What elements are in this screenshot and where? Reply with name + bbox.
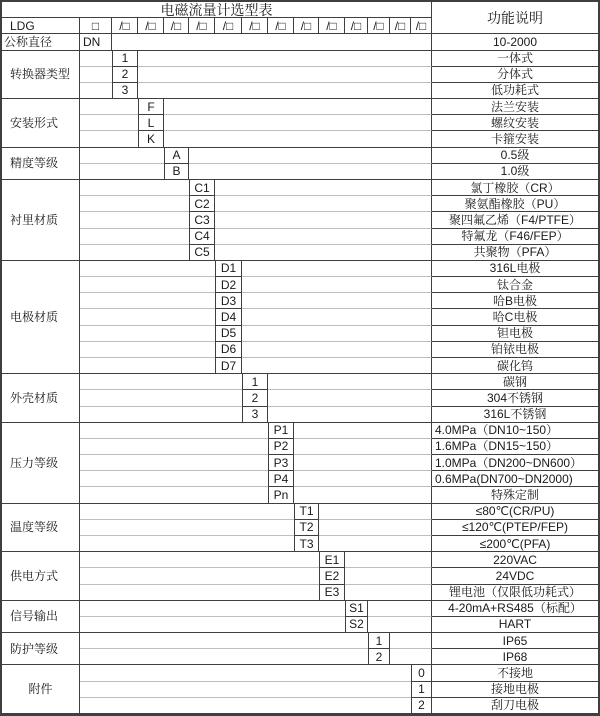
- section-label: 供电方式: [2, 552, 80, 601]
- function-value: 一体式: [432, 51, 598, 67]
- function-value: 220VAC: [432, 552, 598, 568]
- option-code: 2: [411, 698, 432, 714]
- spacer-cell: [80, 293, 215, 309]
- function-value: 共聚物（PFA）: [432, 245, 598, 261]
- function-value: 10-2000: [432, 34, 598, 50]
- function-value: 接地电极: [432, 682, 598, 698]
- spacer-cell: [164, 99, 432, 115]
- option-code: C1: [189, 180, 215, 196]
- option-code: D2: [215, 277, 242, 293]
- spacer-cell: [80, 261, 215, 277]
- function-value: ≤80℃(CR/PU): [432, 504, 598, 520]
- option-code: 1: [411, 682, 432, 698]
- option-code: 2: [242, 390, 268, 406]
- option-code: 2: [368, 649, 390, 665]
- spacer-cell: [80, 326, 215, 342]
- option-code: 1: [112, 51, 138, 67]
- spacer-cell: [268, 407, 432, 423]
- spacer-cell: [345, 552, 432, 568]
- function-value: 锂电池（仅限低功耗式）: [432, 585, 598, 601]
- section-label: 转换器类型: [2, 51, 80, 100]
- function-value: 碳钢: [432, 374, 598, 390]
- function-value: 聚氨酯橡胶（PU）: [432, 196, 598, 212]
- section-label: 衬里材质: [2, 180, 80, 261]
- option-code: A: [164, 148, 189, 164]
- spacer-cell: [242, 277, 432, 293]
- function-value: 316L不锈钢: [432, 407, 598, 423]
- spacer-cell: [80, 520, 294, 536]
- section-label: 电极材质: [2, 261, 80, 374]
- spacer-cell: [80, 99, 138, 115]
- spacer-cell: [80, 245, 189, 261]
- option-code: C3: [189, 212, 215, 228]
- spacer-cell: [80, 358, 215, 374]
- spacer-cell: [112, 34, 432, 50]
- spacer-cell: [294, 471, 432, 487]
- model-slot: /□: [138, 18, 164, 34]
- spacer-cell: [164, 131, 432, 147]
- spacer-cell: [294, 487, 432, 503]
- spacer-cell: [80, 633, 368, 649]
- section-label: 附件: [2, 665, 80, 714]
- spacer-cell: [80, 407, 242, 423]
- option-code: D7: [215, 358, 242, 374]
- spacer-cell: [80, 51, 112, 67]
- option-code: D5: [215, 326, 242, 342]
- section-label: 外壳材质: [2, 374, 80, 423]
- function-value: ≤200℃(PFA): [432, 536, 598, 552]
- spacer-cell: [242, 293, 432, 309]
- spacer-cell: [268, 390, 432, 406]
- option-code: P1: [268, 423, 294, 439]
- function-value: IP65: [432, 633, 598, 649]
- section-label: 温度等级: [2, 504, 80, 553]
- function-value: 特殊定制: [432, 487, 598, 503]
- spacer-cell: [80, 148, 164, 164]
- table-title: 电磁流量计选型表: [2, 2, 432, 18]
- function-value: 哈C电极: [432, 309, 598, 325]
- model-slot: /□: [164, 18, 189, 34]
- model-slot: /□: [390, 18, 411, 34]
- spacer-cell: [80, 342, 215, 358]
- option-code: 2: [112, 67, 138, 83]
- function-value: 氯丁橡胶（CR）: [432, 180, 598, 196]
- option-code: C2: [189, 196, 215, 212]
- model-slot: /□: [368, 18, 390, 34]
- spacer-cell: [80, 131, 138, 147]
- spacer-cell: [164, 115, 432, 131]
- option-code: S1: [345, 601, 368, 617]
- option-code: P2: [268, 439, 294, 455]
- spacer-cell: [138, 51, 432, 67]
- function-value: 螺纹安装: [432, 115, 598, 131]
- spacer-cell: [80, 471, 268, 487]
- spacer-cell: [80, 617, 345, 633]
- function-value: 316L电极: [432, 261, 598, 277]
- function-value: 0.6MPa(DN700~DN2000): [432, 471, 598, 487]
- spacer-cell: [80, 682, 411, 698]
- option-code: Pn: [268, 487, 294, 503]
- spacer-cell: [80, 568, 319, 584]
- option-code: F: [138, 99, 164, 115]
- spacer-cell: [368, 617, 432, 633]
- option-code: D3: [215, 293, 242, 309]
- function-value: 低功耗式: [432, 83, 598, 99]
- spacer-cell: [80, 277, 215, 293]
- function-value: 304不锈钢: [432, 390, 598, 406]
- function-value: 聚四氟乙烯（F4/PTFE）: [432, 212, 598, 228]
- spacer-cell: [242, 261, 432, 277]
- function-value: 哈B电极: [432, 293, 598, 309]
- function-value: 卡箍安装: [432, 131, 598, 147]
- function-value: HART: [432, 617, 598, 633]
- spacer-cell: [80, 390, 242, 406]
- spacer-cell: [215, 229, 432, 245]
- option-code: D4: [215, 309, 242, 325]
- model-slot: /□: [294, 18, 319, 34]
- function-value: ≤120℃(PTEP/FEP): [432, 520, 598, 536]
- function-value: 1.6MPa（DN15~150）: [432, 439, 598, 455]
- spacer-cell: [80, 309, 215, 325]
- model-slot: /□: [268, 18, 294, 34]
- diameter-code: DN: [80, 34, 112, 50]
- function-value: 钽电极: [432, 326, 598, 342]
- option-code: D1: [215, 261, 242, 277]
- section-label: 精度等级: [2, 148, 80, 180]
- function-value: 碳化钨: [432, 358, 598, 374]
- function-value: 0.5级: [432, 148, 598, 164]
- spacer-cell: [294, 423, 432, 439]
- spacer-cell: [215, 212, 432, 228]
- model-first-box: □: [80, 18, 112, 34]
- function-value: IP68: [432, 649, 598, 665]
- option-code: B: [164, 164, 189, 180]
- spacer-cell: [138, 67, 432, 83]
- spacer-cell: [242, 309, 432, 325]
- option-code: L: [138, 115, 164, 131]
- option-code: 3: [112, 83, 138, 99]
- function-value: 4.0MPa（DN10~150）: [432, 423, 598, 439]
- spacer-cell: [80, 180, 189, 196]
- spacer-cell: [80, 67, 112, 83]
- spacer-cell: [242, 326, 432, 342]
- spacer-cell: [345, 585, 432, 601]
- spacer-cell: [390, 633, 432, 649]
- spacer-cell: [215, 196, 432, 212]
- spacer-cell: [80, 455, 268, 471]
- spacer-cell: [80, 585, 319, 601]
- spacer-cell: [215, 180, 432, 196]
- spacer-cell: [80, 552, 319, 568]
- option-code: E3: [319, 585, 345, 601]
- model-slot: /□: [242, 18, 268, 34]
- section-label: 防护等级: [2, 633, 80, 665]
- option-code: P4: [268, 471, 294, 487]
- spacer-cell: [80, 196, 189, 212]
- spacer-cell: [268, 374, 432, 390]
- model-slot: /□: [215, 18, 242, 34]
- spacer-cell: [215, 245, 432, 261]
- function-value: 法兰安装: [432, 99, 598, 115]
- spacer-cell: [80, 439, 268, 455]
- model-slot: /□: [189, 18, 215, 34]
- spacer-cell: [80, 601, 345, 617]
- function-value: 4-20mA+RS485（标配）: [432, 601, 598, 617]
- spacer-cell: [80, 212, 189, 228]
- option-code: 0: [411, 665, 432, 681]
- spacer-cell: [189, 148, 432, 164]
- function-value: 刮刀电极: [432, 698, 598, 714]
- diameter-label: 公称直径: [2, 34, 80, 50]
- function-value: 特氟龙（F46/FEP）: [432, 229, 598, 245]
- function-value: 1.0级: [432, 164, 598, 180]
- option-code: C4: [189, 229, 215, 245]
- spacer-cell: [80, 649, 368, 665]
- spacer-cell: [80, 374, 242, 390]
- spacer-cell: [242, 358, 432, 374]
- spacer-cell: [80, 229, 189, 245]
- function-value: 铂铱电极: [432, 342, 598, 358]
- function-value: 24VDC: [432, 568, 598, 584]
- spacer-cell: [80, 504, 294, 520]
- option-code: P3: [268, 455, 294, 471]
- spacer-cell: [242, 342, 432, 358]
- option-code: K: [138, 131, 164, 147]
- spacer-cell: [80, 665, 411, 681]
- spacer-cell: [80, 487, 268, 503]
- function-value: 钛合金: [432, 277, 598, 293]
- spacer-cell: [319, 536, 432, 552]
- model-prefix: LDG: [2, 18, 80, 34]
- spacer-cell: [319, 504, 432, 520]
- function-value: 分体式: [432, 67, 598, 83]
- option-code: D6: [215, 342, 242, 358]
- spacer-cell: [390, 649, 432, 665]
- option-code: 1: [368, 633, 390, 649]
- model-slot: /□: [411, 18, 432, 34]
- spacer-cell: [80, 698, 411, 714]
- spacer-cell: [294, 455, 432, 471]
- option-code: S2: [345, 617, 368, 633]
- spacer-cell: [80, 83, 112, 99]
- section-label: 压力等级: [2, 423, 80, 504]
- option-code: C5: [189, 245, 215, 261]
- spacer-cell: [189, 164, 432, 180]
- function-value: 不接地: [432, 665, 598, 681]
- spacer-cell: [294, 439, 432, 455]
- option-code: E1: [319, 552, 345, 568]
- spacer-cell: [80, 536, 294, 552]
- spacer-cell: [319, 520, 432, 536]
- model-slot: /□: [319, 18, 345, 34]
- spacer-cell: [80, 115, 138, 131]
- option-code: E2: [319, 568, 345, 584]
- spacer-cell: [80, 164, 164, 180]
- section-label: 信号输出: [2, 601, 80, 633]
- spacer-cell: [345, 568, 432, 584]
- option-code: 1: [242, 374, 268, 390]
- option-code: T2: [294, 520, 319, 536]
- model-slot: /□: [112, 18, 138, 34]
- section-label: 安装形式: [2, 99, 80, 148]
- function-value: 1.0MPa（DN200~DN600）: [432, 455, 598, 471]
- function-column-header: 功能说明: [432, 2, 598, 34]
- spacer-cell: [368, 601, 432, 617]
- option-code: T1: [294, 504, 319, 520]
- option-code: 3: [242, 407, 268, 423]
- option-code: T3: [294, 536, 319, 552]
- spacer-cell: [138, 83, 432, 99]
- spacer-cell: [80, 423, 268, 439]
- model-slot: /□: [345, 18, 368, 34]
